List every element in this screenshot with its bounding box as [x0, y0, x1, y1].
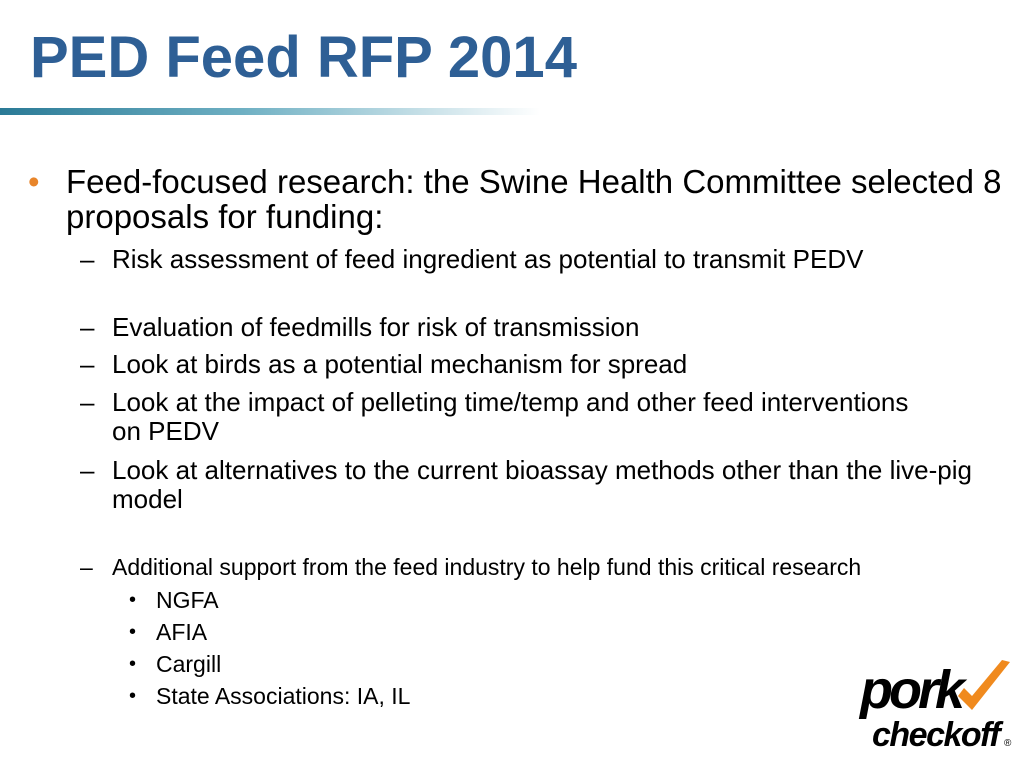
logo-word-pork: pork — [860, 660, 962, 720]
dot-marker: • — [129, 685, 137, 707]
supporter-item: AFIA — [156, 619, 208, 645]
dash-marker: – — [80, 244, 95, 274]
dot-marker: • — [129, 621, 137, 643]
sub-bullet-3: Look at birds as a potential mechanism for spread — [112, 349, 688, 379]
dash-marker: – — [80, 312, 95, 342]
dash-marker: – — [80, 455, 95, 485]
sub-bullet-4: Look at the impact of pelleting time/temp and other feed interventions on PEDV — [112, 387, 909, 446]
registered-mark: ® — [1004, 738, 1012, 749]
dash-marker: – — [80, 387, 95, 417]
supporter-item: NGFA — [156, 587, 219, 613]
supporter-item: Cargill — [156, 651, 222, 677]
sub-bullet-2: Evaluation of feedmills for risk of transmission — [112, 312, 640, 342]
dash-marker: – — [80, 554, 93, 580]
dot-marker: • — [129, 589, 137, 611]
logo-word-checkoff: checkoff — [872, 716, 1000, 752]
support-bullet: Additional support from the feed industry to help fund this critical research — [112, 554, 862, 580]
bullet-icon: • — [28, 163, 40, 200]
sub-bullet-1: Risk assessment of feed ingredient as potential to transmit PEDV — [112, 244, 864, 274]
sub-bullet-5: Look at alternatives to the current bioassay methods other than the live-pig model — [112, 455, 972, 514]
checkmark-icon — [958, 660, 1010, 710]
slide-title: PED Feed RFP 2014 — [30, 25, 577, 90]
dash-marker: – — [80, 349, 95, 379]
main-bullet-text: Feed-focused research: the Swine Health Committee selected 8 proposals for funding: — [66, 163, 1002, 235]
pork-checkoff-logo — [858, 656, 1014, 752]
dot-marker: • — [129, 653, 137, 675]
supporter-item: State Associations: IA, IL — [156, 683, 411, 709]
